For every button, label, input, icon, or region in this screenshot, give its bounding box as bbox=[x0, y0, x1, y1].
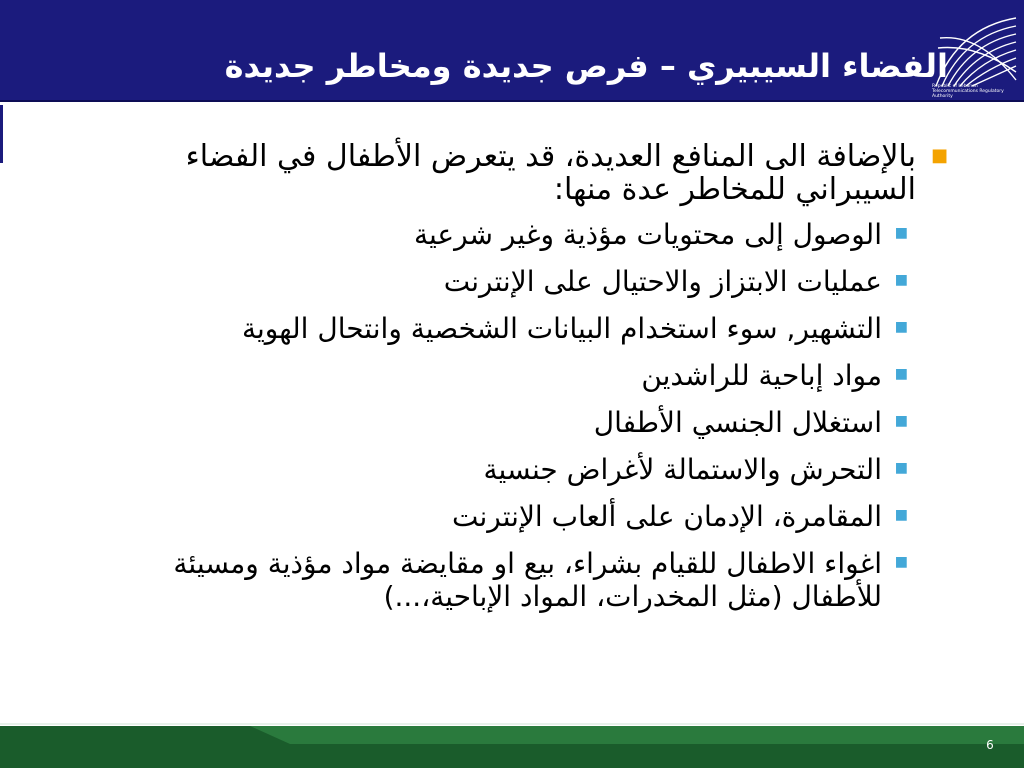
page-number: 6 bbox=[986, 738, 994, 752]
slide-body bbox=[76, 139, 948, 627]
list-item-text: التشهير, سوء استخدام البيانات الشخصية وانتحال الهوية bbox=[241, 312, 882, 345]
left-edge-mark bbox=[0, 105, 3, 163]
slide-title: الفضاء السيبيري – فرص جديدة ومخاطر جديدة bbox=[224, 47, 948, 85]
footer-wave bbox=[0, 704, 1024, 768]
small-square-bullet-icon: ■ bbox=[894, 225, 908, 241]
small-square-bullet-icon: ■ bbox=[894, 366, 908, 382]
header-divider bbox=[0, 100, 1024, 102]
square-bullet-icon: ■ bbox=[930, 145, 948, 166]
logo-caption: Republic of Lebanon Telecommunications Regulatory Authority bbox=[932, 84, 1004, 99]
list-item bbox=[76, 265, 908, 298]
small-square-bullet-icon: ■ bbox=[894, 507, 908, 523]
list-item-text: مواد إباحية للراشدين bbox=[641, 359, 882, 392]
list-item-text: اغواء الاطفال للقيام بشراء، بيع او مقايضة مواد مؤذية ومسيئة للأطفال (مثل المخدرات، المواد الإباحية،...) bbox=[173, 547, 882, 613]
small-square-bullet-icon: ■ bbox=[894, 319, 908, 335]
list-item bbox=[76, 218, 908, 251]
small-square-bullet-icon: ■ bbox=[894, 413, 908, 429]
list-item-text: عمليات الابتزاز والاحتيال على الإنترنت bbox=[443, 265, 882, 298]
risk-list bbox=[76, 218, 916, 613]
main-bullet-text: بالإضافة الى المنافع العديدة، قد يتعرض الأطفال في الفضاء السيبراني للمخاطر عدة منها: bbox=[185, 139, 916, 207]
list-item bbox=[76, 547, 908, 613]
list-item-text: الوصول إلى محتويات مؤذية وغير شرعية bbox=[413, 218, 882, 251]
list-item bbox=[76, 406, 908, 439]
list-item bbox=[76, 500, 908, 533]
list-item-text: المقامرة، الإدمان على ألعاب الإنترنت bbox=[451, 500, 882, 533]
list-item bbox=[76, 453, 908, 486]
list-item bbox=[76, 312, 908, 345]
list-item bbox=[76, 359, 908, 392]
main-bullet bbox=[76, 139, 948, 207]
small-square-bullet-icon: ■ bbox=[894, 272, 908, 288]
small-square-bullet-icon: ■ bbox=[894, 460, 908, 476]
list-item-text: استغلال الجنسي الأطفال bbox=[593, 406, 882, 439]
small-square-bullet-icon: ■ bbox=[894, 554, 908, 570]
list-item-text: التحرش والاستمالة لأغراض جنسية bbox=[483, 453, 882, 486]
